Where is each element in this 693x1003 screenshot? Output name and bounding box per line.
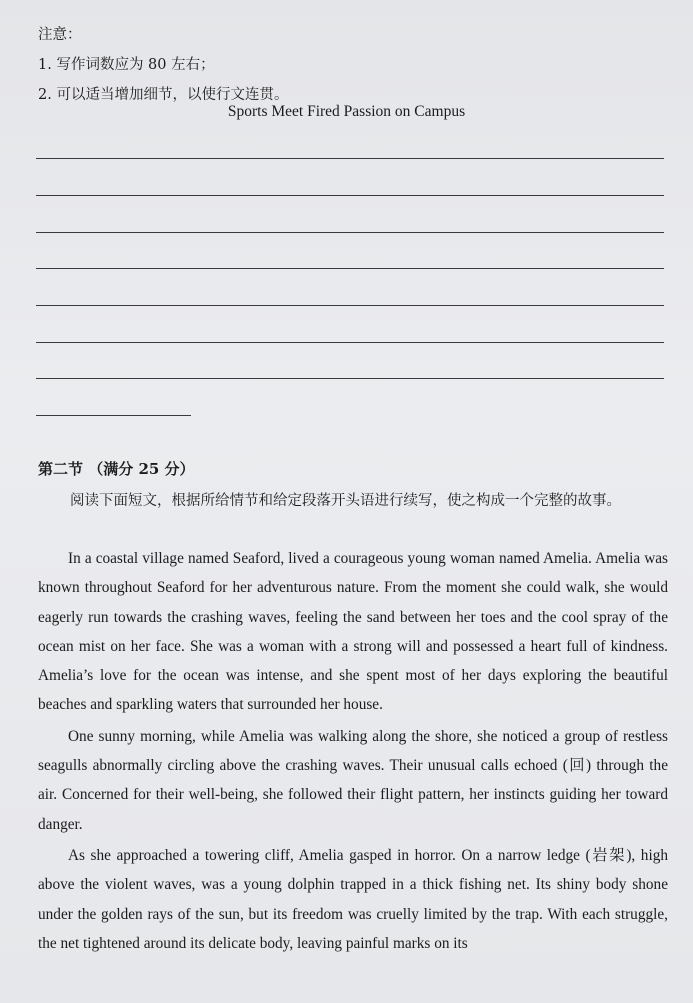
notes-heading: 注意： xyxy=(38,27,82,43)
writing-line-short[interactable] xyxy=(36,415,191,416)
reading-passage xyxy=(38,544,668,960)
passage-paragraph: As she approached a towering cliff, Amelia gasped in horror. On a narrow ledge (岩架), high above the violent waves, was a young dolphin trapped in a thick fishing net. Its shiny body shone under the golden rays of the sun, but its freedom was cruelly limited by the trap. With each struggle, the net tightened around its delicate body, leaving painful marks on its xyxy=(38,846,668,952)
passage-paragraph: One sunny morning, while Amelia was walking along the shore, she noticed a group of restless seagulls abnormally circling above the crashing waves. Their unusual calls echoed (回) through the air. Concerned for their well-being, she followed their flight pattern, her instincts guiding her toward danger. xyxy=(38,727,668,833)
writing-line[interactable] xyxy=(36,305,664,306)
writing-line[interactable] xyxy=(36,195,664,196)
writing-line[interactable] xyxy=(36,268,664,269)
section-heading: 第二节 （满分 25 分） xyxy=(38,460,195,478)
note-item: 2. 可以适当增加细节，以使行文连贯。 xyxy=(38,87,289,103)
writing-notes xyxy=(38,20,288,110)
writing-line[interactable] xyxy=(36,378,664,379)
section-instruction: 阅读下面短文，根据所给情节和给定段落开头语进行续写，使之构成一个完整的故事。 xyxy=(70,493,621,509)
essay-title: Sports Meet Fired Passion on Campus xyxy=(227,103,466,120)
writing-line[interactable] xyxy=(36,342,664,343)
writing-line[interactable] xyxy=(36,158,664,159)
writing-line[interactable] xyxy=(36,232,664,233)
passage-paragraph: In a coastal village named Seaford, lived a courageous young woman named Amelia. Amelia was known throughout Seaford for her adventurous nature. From the moment she could walk, she would eagerly run towards the crashing waves, feeling the sand between her toes and the cool spray of the ocean mist on her face. She was a woman with a strong will and possessed a heart full of kindness. Amelia’s love for the ocean was intense, and she spent most of her days exploring the beautiful beaches and sparkling waters that surrounded her house. xyxy=(38,550,668,714)
note-item: 1. 写作词数应为 80 左右； xyxy=(38,57,215,73)
